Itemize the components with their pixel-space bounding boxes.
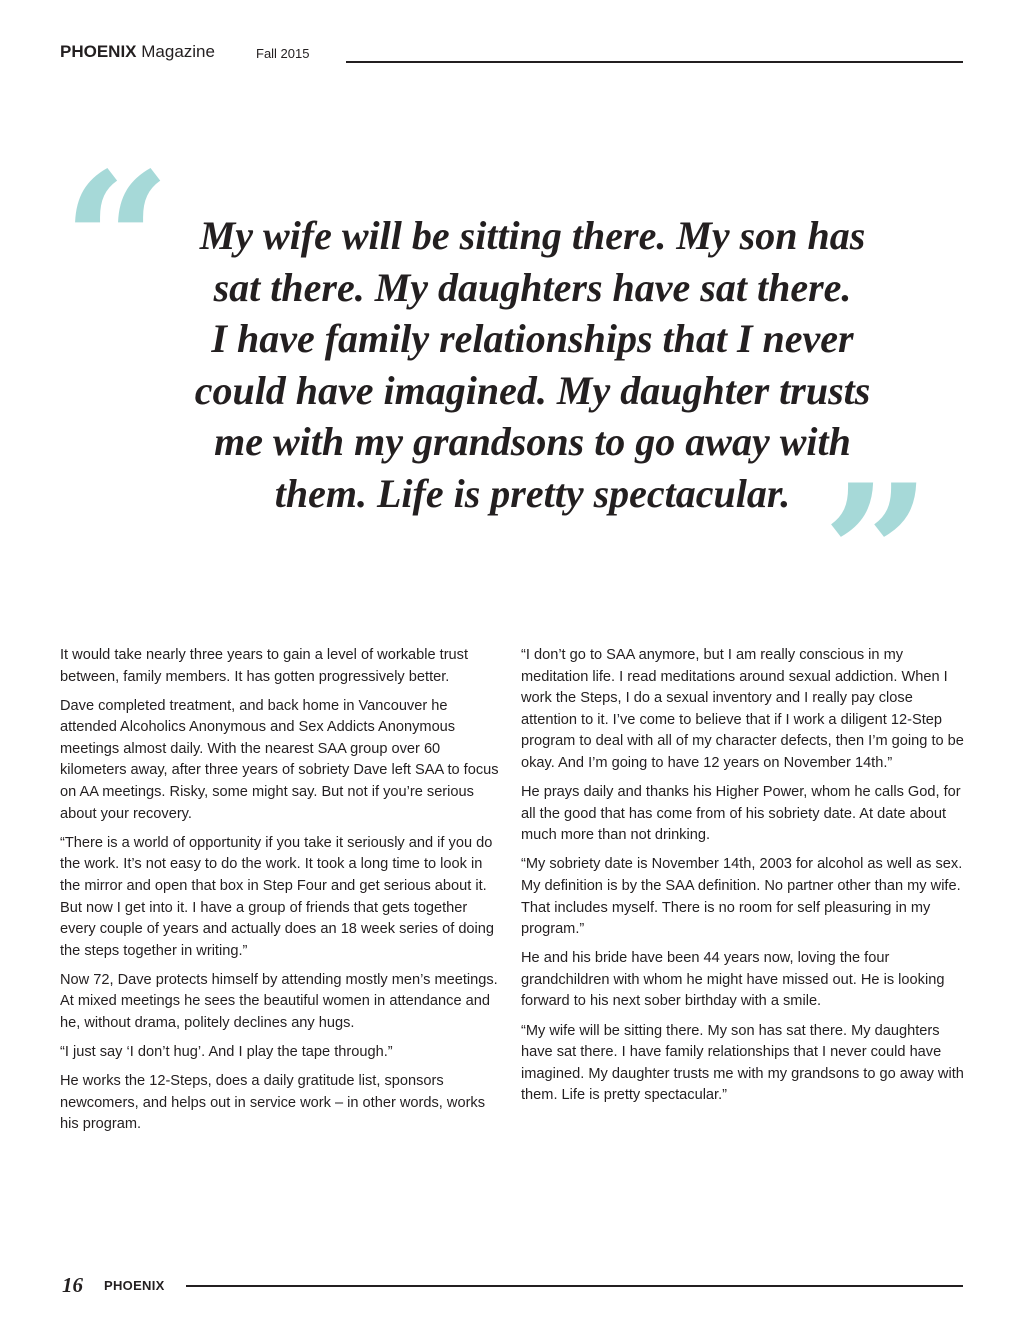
pull-quote-line: sat there. My daughters have sat there. [213, 264, 852, 310]
brand-name: PHOENIX [60, 42, 137, 61]
pull-quote-line: I have family relationships that I never [211, 316, 854, 361]
open-quote-mark: “ [62, 131, 172, 354]
pull-quote-line: me with my grandsons to go away with [214, 419, 851, 464]
article-column-left [60, 645, 500, 1143]
issue-date: Fall 2015 [256, 46, 310, 61]
article-paragraph: It would take nearly three years to gain a level of workable trust between, family members. It has gotten progressively better. [60, 647, 469, 685]
page-header [60, 40, 963, 68]
footer-divider [186, 1285, 963, 1287]
article-paragraph: He works the 12-Steps, does a daily gratitude list, sponsors newcomers, and helps out in service work – in other words, works his program. [60, 1073, 486, 1133]
header-divider [346, 61, 963, 63]
article-paragraph: “I just say ‘I don’t hug’. And I play the tape through.” [60, 1044, 393, 1061]
article-paragraph: He prays daily and thanks his Higher Power, whom he calls God, for all the good that has come from of his sobriety date. At date about much more than not drinking. [521, 784, 961, 844]
page-number: 16 [62, 1273, 83, 1297]
pull-quote-line: them. Life is pretty spectacular. [274, 470, 791, 516]
article-paragraph: “There is a world of opportunity if you take it seriously and if you do the work. It’s not easy to do the work. It took a long time to look in the mirror and open that box in Step Four and get serious about it. But now I get into it. I have a group of friends that gets together every couple of years and actually does an 18 week series of doing the steps together in writing.” [60, 834, 495, 959]
pull-quote-line: could have imagined. My daughter trusts [194, 367, 871, 413]
article-paragraph: “I don’t go to SAA anymore, but I am really conscious in my meditation life. I read meditations around sexual addiction. When I work the Steps, I do a sexual inventory and I really pay close attention to it. I’ve come to believe that if I work a diligent 12-Step program to deal with all of my character defects, then I’m going to be okay. And I’m going to have 12 years on November 14th.” [521, 647, 964, 771]
article-column-right [521, 645, 966, 1114]
article-paragraph: “My sobriety date is November 14th, 2003 for alcohol as well as sex. My definition is by the SAA definition. No partner other than my wife. That includes myself. There is no room for self pleasuring in my program.” [521, 856, 963, 938]
article-paragraph: Now 72, Dave protects himself by attending mostly men’s meetings. At mixed meetings he sees the beautiful women in attendance and he, without drama, politely declines any hugs. [60, 971, 498, 1031]
footer-brand: PHOENIX [104, 1278, 165, 1293]
close-quote-mark: ” [822, 443, 932, 666]
article-paragraph: He and his bride have been 44 years now, loving the four grandchildren with whom he might have missed out. He is looking forward to his next sober birthday with a smile. [521, 950, 945, 1010]
article-paragraph: “My wife will be sitting there. My son has sat there. My daughters have sat there. I have family relationships that I never could have imagined. My daughter trusts me with my grandsons to go away with them. Life is pretty spectacular.” [521, 1022, 964, 1104]
page-footer [60, 1273, 963, 1301]
article-paragraph: Dave completed treatment, and back home in Vancouver he attended Alcoholics Anonymous and Sex Addicts Anonymous meetings almost daily. With the nearest SAA group over 60 kilometers away, after three years of sobriety Dave left SAA to focus on AA meetings. Risky, some might say. But not if you’re serious about your recovery. [60, 697, 499, 822]
pull-quote [130, 210, 935, 519]
magazine-brand [60, 42, 215, 62]
brand-suffix: Magazine [136, 42, 215, 61]
pull-quote-line: My wife will be sitting there. My son has [199, 213, 866, 258]
